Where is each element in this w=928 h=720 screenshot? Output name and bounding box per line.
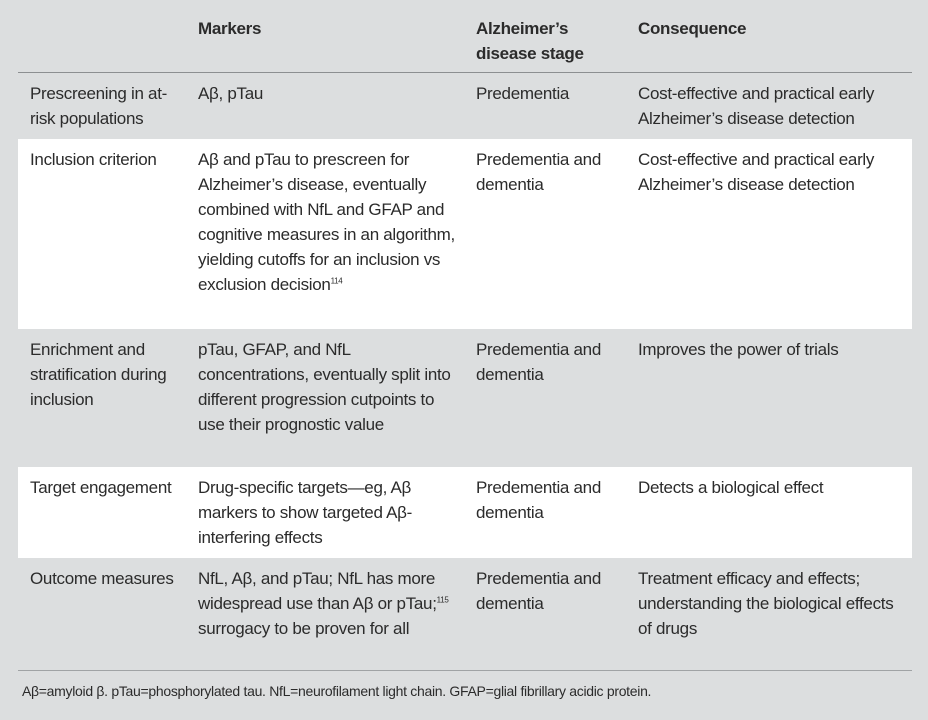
cell-markers: [186, 467, 464, 558]
cell-consequence: Improves the power of trials: [626, 329, 912, 467]
cell-use: Enrichment and stratification during inclusion: [18, 329, 186, 467]
header-stage: Alzheimer’s disease stage: [464, 0, 626, 73]
cell-markers: [186, 139, 464, 329]
markers-tail: surrogacy to be proven for all: [198, 619, 410, 638]
header-row: [18, 0, 912, 73]
table-row: [18, 558, 912, 670]
cell-consequence: Cost-effective and practical early Alzheimer’s disease detection: [626, 73, 912, 140]
cell-stage: Predementia and dementia: [464, 467, 626, 558]
markers-text: Drug-specific targets—eg, Aβ markers to show targeted Aβ-interfering effects: [198, 478, 412, 547]
markers-text: Aβ and pTau to prescreen for Alzheimer’s disease, eventually combined with NfL and GFAP and cognitive measures in an algorithm, yielding cutoffs for an inclusion vs exclusion decision: [198, 150, 455, 294]
cell-use: Target engagement: [18, 467, 186, 558]
cell-markers: [186, 73, 464, 140]
table-row: [18, 139, 912, 329]
biomarker-table: [18, 0, 912, 670]
cell-stage: Predementia and dementia: [464, 139, 626, 329]
header-consequence: Consequence: [626, 0, 912, 73]
table-footnote: Aβ=amyloid β. pTau=phosphorylated tau. NfL=neurofilament light chain. GFAP=glial fibrillary acidic protein.: [22, 683, 652, 699]
cell-markers: [186, 558, 464, 670]
cell-use: Outcome measures: [18, 558, 186, 670]
table-row: [18, 329, 912, 467]
reference-number: 114: [330, 276, 343, 286]
cell-stage: Predementia: [464, 73, 626, 140]
cell-use: Inclusion criterion: [18, 139, 186, 329]
cell-consequence: Treatment efficacy and effects; understanding the biological effects of drugs: [626, 558, 912, 670]
cell-consequence: Cost-effective and practical early Alzheimer’s disease detection: [626, 139, 912, 329]
markers-text: pTau, GFAP, and NfL concentrations, eventually split into different progression cutpoints to use their prognostic value: [198, 340, 451, 434]
cell-consequence: Detects a biological effect: [626, 467, 912, 558]
header-markers: Markers: [186, 0, 464, 73]
markers-text: NfL, Aβ, and pTau; NfL has more widespread use than Aβ or pTau;: [198, 569, 437, 613]
cell-stage: Predementia and dementia: [464, 329, 626, 467]
cell-markers: [186, 329, 464, 467]
cell-stage: Predementia and dementia: [464, 558, 626, 670]
table-row: [18, 467, 912, 558]
cell-use: Prescreening in at-risk populations: [18, 73, 186, 140]
table-bottom-rule: [18, 670, 912, 671]
header-use: [18, 0, 186, 73]
markers-text: Aβ, pTau: [198, 84, 264, 103]
table-row: [18, 73, 912, 140]
reference-number: 115: [436, 595, 449, 605]
